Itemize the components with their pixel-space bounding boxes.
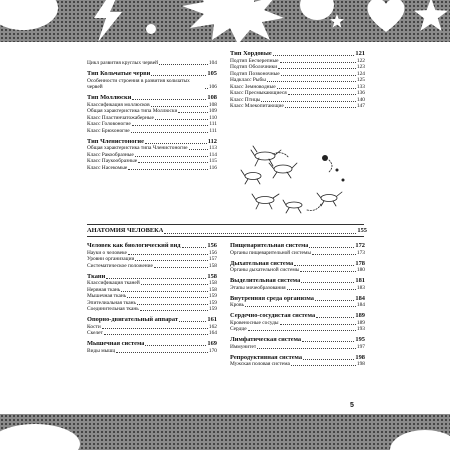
dot-leader [245,306,356,307]
dot-leader [106,278,206,279]
section-rule-bottom [87,236,364,237]
dot-leader [294,265,354,266]
toc-entry-label: Общая характеристика типа Членистоногие [87,145,188,151]
section-rule-top [87,224,364,225]
toc-entry [87,348,217,355]
dot-leader [155,119,208,120]
dot-leader [277,88,356,89]
page-number: 5 [350,402,354,409]
toc-entry-label: Класс Брюхоногие [87,127,130,134]
dot-leader [248,330,356,331]
toc-entry-page: 189 [356,319,365,326]
top-decorative-band [0,0,450,42]
toc-entry-page: 178 [355,259,365,267]
toc-heading [87,273,217,281]
circle-icon [300,0,334,20]
toc-entry-page: 123 [356,64,365,70]
toc-entry-page: 122 [356,57,365,64]
toc-entry-page: 180 [356,267,365,273]
toc-entry-page: 133 [356,83,365,90]
toc-entry-label: Мышечная система [87,340,145,347]
toc-entry-page: 158 [208,286,217,293]
toc-entry-label: Класс Головоногие [87,121,131,127]
toc-entry-page: 159 [208,306,217,312]
toc-heading [230,354,365,362]
toc-entry-page: 121 [355,50,365,57]
toc-entry-label: Этапы мочеобразования [230,284,286,291]
dot-leader [104,334,208,335]
dot-leader [301,282,354,283]
circle-icon [0,0,58,30]
dot-leader [182,247,207,248]
toc-entry-label: Подтип Оболочники [230,64,278,70]
toc-entry-label: Лимфатическая система [230,336,302,343]
toc-entry-page: 136 [356,90,365,96]
toc-entry-label: Кровь [230,302,244,308]
toc-entry [87,60,217,67]
toc-entry-label: Сердечно-сосудистая система [230,312,316,319]
lightning-icon [88,0,128,42]
dot-leader [151,106,208,107]
toc-entry [230,285,365,292]
toc-entry-label: Органы дыхательной системы [230,267,300,273]
toc-entry-label: Нервная ткань [87,286,121,293]
dot-leader [128,169,208,170]
toc-entry-page: 115 [209,158,217,164]
toc-column-right-top [230,50,365,110]
toc-entry [87,330,217,337]
toc-entry-page: 108 [208,101,217,108]
toc-entry-page: 173 [356,249,365,256]
toc-entry-page: 184 [355,294,365,302]
dot-leader [178,112,208,113]
dot-leader [127,297,208,298]
toc-entry [230,103,365,110]
starburst-icon [178,0,288,42]
toc-heading [87,340,217,348]
toc-heading [230,260,365,268]
toc-entry [87,306,217,313]
toc-entry-page: 116 [209,164,217,171]
toc-entry-page: 198 [356,361,365,367]
toc-entry-page: 140 [356,96,365,103]
star-icon [414,0,448,32]
toc-heading [87,316,217,324]
dot-leader [135,156,208,157]
toc-entry-label: Класс Пластинчатожаберные [87,114,154,121]
toc-heading [87,94,217,102]
dot-leader [288,94,356,95]
toc-entry-label: Человек как биологический вид [87,242,181,249]
toc-entry-page: 164 [208,330,217,336]
toc-entry-label: Выделительная система [230,277,301,284]
dot-leader [267,81,356,82]
toc-entry-page: 158 [207,272,217,280]
toc-heading [87,70,217,78]
dot-leader [151,75,206,76]
toc-entry-page: 184 [356,302,365,308]
dot-leader [273,55,355,56]
toc-entry-page: 111 [209,121,217,127]
toc-entry-page: 159 [208,293,217,299]
toc-entry [230,267,365,274]
toc-entry-page: 195 [355,336,365,343]
toc-entry-page: 162 [208,323,217,330]
dot-leader [312,254,356,255]
toc-entry-page: 114 [209,151,217,158]
circle-icon [0,424,80,450]
toc-entry-page: 159 [208,299,217,306]
dot-leader [280,324,356,325]
dot-leader [285,107,356,108]
dot-leader [300,271,355,272]
dot-leader [261,101,355,102]
toc-entry-label: Класс Птицы [230,96,261,103]
dot-leader [116,352,208,353]
dot-leader [205,88,208,89]
dot-leader [141,284,208,285]
toc-entry-page: 183 [356,284,365,291]
bottom-decorative-band [0,414,450,450]
toc-entry [87,263,217,270]
toc-entry-label: Органы пищеварительной системы [230,249,311,256]
dot-leader [102,328,208,329]
toc-heading [230,295,365,303]
dot-leader [257,348,356,349]
dot-leader [303,359,354,360]
toc-entry [87,78,217,91]
dot-leader [179,321,206,322]
toc-entry-label: Пищеварительная система [230,242,309,249]
dot-leader [309,247,354,248]
toc-entry-page: 147 [356,103,365,109]
dot-leader [132,125,209,126]
toc-entry-label: Класс Земноводные [230,83,276,90]
toc-entry-label: Иммунитет [230,343,257,350]
toc-entry-label: Эпителиальная ткань [87,299,136,306]
toc-entry-label: Уровни организации [87,256,135,262]
toc-entry-page: 170 [208,347,217,354]
toc-heading [87,242,217,250]
toc-entry-label: Науки о человеке [87,249,127,256]
toc-entry [230,361,365,368]
dot-leader [291,365,356,366]
dot-leader [315,300,354,301]
toc-entry-label: Тип Моллюски [87,94,132,101]
toc-entry-page: 158 [208,280,217,286]
star-icon [330,14,344,28]
toc-entry-page: 181 [355,277,365,284]
dot-leader [121,291,208,292]
toc-entry-page: 189 [355,312,365,319]
toc-heading [230,336,365,344]
toc-entry-page: 125 [356,77,365,83]
toc-entry-label: Виды мышц [87,347,116,354]
dot-leader [145,143,207,144]
toc-entry-label: Цикл развития круглых червей [87,60,158,66]
toc-entry-page: 193 [356,326,365,332]
circle-icon [390,430,450,450]
flower-icon [146,24,156,34]
toc-entry [87,165,217,172]
toc-entry-label: Подтип Позвоночные [230,70,280,77]
toc-entry-label: Класс Ракообразные [87,151,134,158]
toc-entry-label: Репродуктивная система [230,353,303,361]
toc-entry-label: Кости [87,323,101,330]
toc-entry-label: Мужская половая система [230,361,290,367]
toc-entry-label: Соединительная ткань [87,306,139,312]
toc-entry-label: Скелет [87,330,103,336]
toc-entry [230,302,365,309]
dot-leader [280,62,356,63]
toc-entry-page: 156 [207,242,217,249]
dot-leader [140,310,208,311]
toc-entry-label: Внутренняя среда организма [230,294,314,302]
dot-leader [128,254,208,255]
toc-entry-page: 105 [207,70,217,77]
toc-entry-label: Класс Пресмыкающиеся [230,90,287,96]
toc-entry-label: Подтип Бесчерепные [230,57,279,64]
toc-entry [230,250,365,257]
dot-leader [281,75,356,76]
toc-heading [87,138,217,146]
dot-leader [302,341,354,342]
toc-entry-label: Тип Кольчатые черви [87,70,151,77]
toc-entry-label: Надкласс Рыбы [230,77,266,83]
toc-entry-label: Тип Хордовые [230,50,272,57]
dot-leader [137,304,208,305]
dot-leader [145,345,206,346]
toc-entry-page: 106 [208,84,217,90]
toc-entry-label: Опорно-двигательный аппарат [87,316,178,323]
dot-leader [316,317,354,318]
toc-entry-label: Классификация тканей [87,280,140,286]
dot-leader [189,149,209,150]
toc-entry-page: 158 [208,262,217,269]
section-title: АНАТОМИЯ ЧЕЛОВЕКА [87,227,164,234]
toc-entry-page: 110 [209,114,217,121]
toc-entry-page: 169 [207,340,217,347]
toc-entry-label: Кровеносные сосуды [230,319,279,326]
toc-heading [230,312,365,320]
toc-entry-label: Систематическое положение [87,262,153,269]
dot-leader [131,132,209,133]
toc-entry-page: 109 [208,108,217,114]
toc-entry-page: 198 [355,353,365,361]
toc-column-left-bottom [87,242,217,354]
toc-entry-page: 112 [207,137,217,145]
toc-entry-page: 172 [355,242,365,249]
toc-entry-label: Класс Насекомые [87,164,128,171]
toc-entry-page: 161 [207,316,217,323]
section-page: 155 [357,227,367,234]
heart-icon [366,0,406,34]
toc-entry-page: 156 [208,249,217,256]
section-heading [87,227,367,235]
toc-heading [230,242,365,250]
toc-entry [87,128,217,135]
toc-entry-label: Общая характеристика типа Моллюски [87,108,178,114]
toc-column-right-bottom [230,242,365,368]
toc-column-left-top [87,60,217,171]
dot-leader [154,267,208,268]
toc-entry-label: Ткани [87,272,106,280]
dot-leader [135,260,208,261]
toc-entry-page: 124 [356,70,365,77]
toc-entry-label: Классификация моллюсков [87,101,150,108]
toc-entry-label: Тип Членистоногие [87,137,144,145]
dot-leader [159,64,208,65]
toc-entry-label: Дыхательная система [230,259,294,267]
toc-heading [230,277,365,285]
toc-entry [230,344,365,351]
dot-leader [287,289,356,290]
toc-entry-page: 157 [208,256,217,262]
toc-entry-page: 111 [209,127,217,134]
toc-entry-label: Особенности строения в развития кольчатых червей [87,77,190,90]
toc-entry-page: 113 [209,145,217,151]
dot-leader [132,99,206,100]
dot-leader [138,162,208,163]
toc-entry-label: Класс Паукообразные [87,158,138,164]
insect-illustration [233,140,368,220]
toc-entry-page: 108 [207,94,217,101]
toc-heading [230,50,365,58]
dot-leader [278,68,356,69]
toc-entry-page: 197 [356,343,365,350]
toc-entry-page: 104 [208,60,217,66]
toc-entry [230,326,365,333]
toc-entry-label: Класс Млекопитающие [230,103,284,109]
toc-entry-label: Сердце [230,326,247,332]
toc-entry-label: Мышечная ткань [87,293,127,299]
